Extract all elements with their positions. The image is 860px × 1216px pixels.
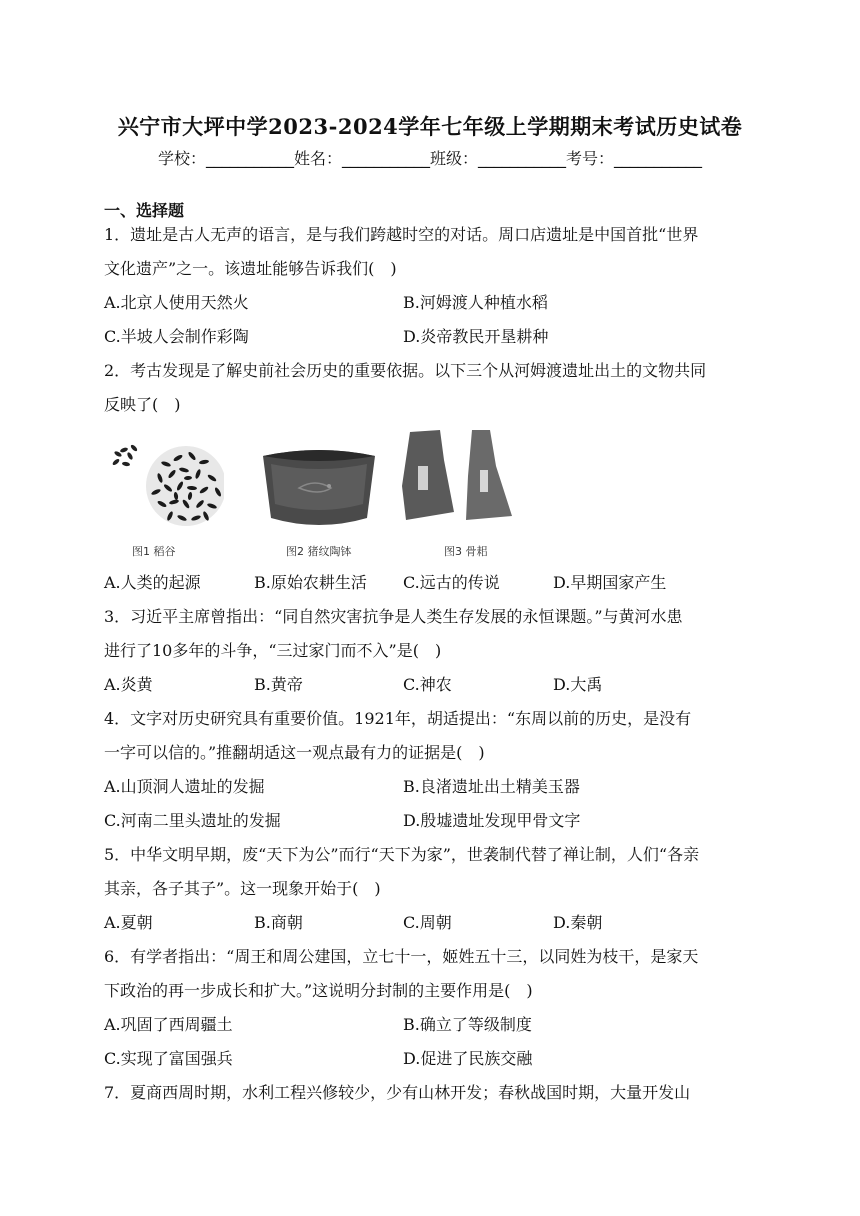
question-6-text-line-1: 6．有学者指出：“周王和周公建国，立七十一，姬姓五十三，以同姓为枝干，是家天 (104, 947, 699, 966)
question-4-text-line-1: 4．文字对历史研究具有重要价值。1921年，胡适提出：“东周以前的历史，是没有 (104, 709, 692, 728)
question-1-option-b: B.河姆渡人种植水稻 (403, 293, 548, 312)
question-3-text-line-2: 进行了10多年的斗争，“三过家门而不入”是( ) (104, 641, 442, 660)
bone-spade-image (400, 426, 520, 536)
question-4-option-d: D.殷墟遗址发现甲骨文字 (403, 811, 581, 830)
figure-1-caption: 图1 稻谷 (132, 545, 176, 558)
figure-2-caption: 图2 猪纹陶钵 (286, 545, 352, 558)
question-2-option-c: C.远古的传说 (403, 573, 500, 592)
question-4-text-line-2: 一字可以信的。”推翻胡适这一观点最有力的证据是( ) (104, 743, 485, 762)
question-2-figures (104, 424, 524, 564)
question-1-option-d: D.炎帝教民开垦耕种 (403, 327, 549, 346)
question-3-text-line-1: 3．习近平主席曾指出：“同自然灾害抗争是人类生存发展的永恒课题。”与黄河水患 (104, 607, 683, 626)
student-info-line: 学校：___________姓名：___________班级：___________考号：___________ (157, 149, 702, 168)
question-1-option-a: A.北京人使用天然火 (104, 293, 249, 312)
question-7-text-line-1: 7．夏商西周时期，水利工程兴修较少，少有山林开发；春秋战国时期，大量开发山 (104, 1083, 691, 1102)
question-2-option-d: D.早期国家产生 (553, 573, 667, 592)
question-4-option-c: C.河南二里头遗址的发掘 (104, 811, 281, 830)
question-5-option-c: C.周朝 (403, 913, 452, 932)
rice-grain-image (104, 434, 224, 534)
question-6-option-b: B.确立了等级制度 (403, 1015, 532, 1034)
question-3-option-b: B.黄帝 (254, 675, 303, 694)
question-3-option-d: D.大禹 (553, 675, 603, 694)
pottery-bowl-image (259, 444, 379, 534)
question-6-option-c: C.实现了富国强兵 (104, 1049, 233, 1068)
question-4-option-a: A.山顶洞人遗址的发掘 (104, 777, 265, 796)
exam-title: 兴宁市大坪中学2023-2024学年七年级上学期期末考试历史试卷 (117, 114, 743, 139)
question-3-option-c: C.神农 (403, 675, 452, 694)
question-1-option-c: C.半坡人会制作彩陶 (104, 327, 249, 346)
question-4-option-b: B.良渚遗址出土精美玉器 (403, 777, 580, 796)
question-1-text-line-2: 文化遗产”之一。该遗址能够告诉我们( ) (104, 259, 397, 278)
question-6-option-d: D.促进了民族交融 (403, 1049, 533, 1068)
question-2-text-line-2: 反映了( ) (104, 395, 181, 414)
question-5-option-d: D.秦朝 (553, 913, 603, 932)
figure-3-caption: 图3 骨耜 (444, 545, 488, 558)
question-2-text-line-1: 2．考古发现是了解史前社会历史的重要依据。以下三个从河姆渡遗址出土的文物共同 (104, 361, 707, 380)
question-5-option-a: A.夏朝 (104, 913, 153, 932)
question-5-text-line-1: 5．中华文明早期，废“天下为公”而行“天下为家”，世袭制代替了禅让制，人们“各亲 (104, 845, 700, 864)
question-3-option-a: A.炎黄 (104, 675, 153, 694)
question-1-text-line-1: 1．遗址是古人无声的语言，是与我们跨越时空的对话。周口店遗址是中国首批“世界 (104, 225, 699, 244)
question-2-option-a: A.人类的起源 (104, 573, 201, 592)
section-heading: 一、选择题 (104, 201, 185, 220)
question-6-option-a: A.巩固了西周疆土 (104, 1015, 233, 1034)
question-6-text-line-2: 下政治的再一步成长和扩大。”这说明分封制的主要作用是( ) (104, 981, 533, 1000)
question-2-option-b: B.原始农耕生活 (254, 573, 367, 592)
question-5-text-line-2: 其亲，各子其子”。这一现象开始于( ) (104, 879, 381, 898)
question-5-option-b: B.商朝 (254, 913, 303, 932)
